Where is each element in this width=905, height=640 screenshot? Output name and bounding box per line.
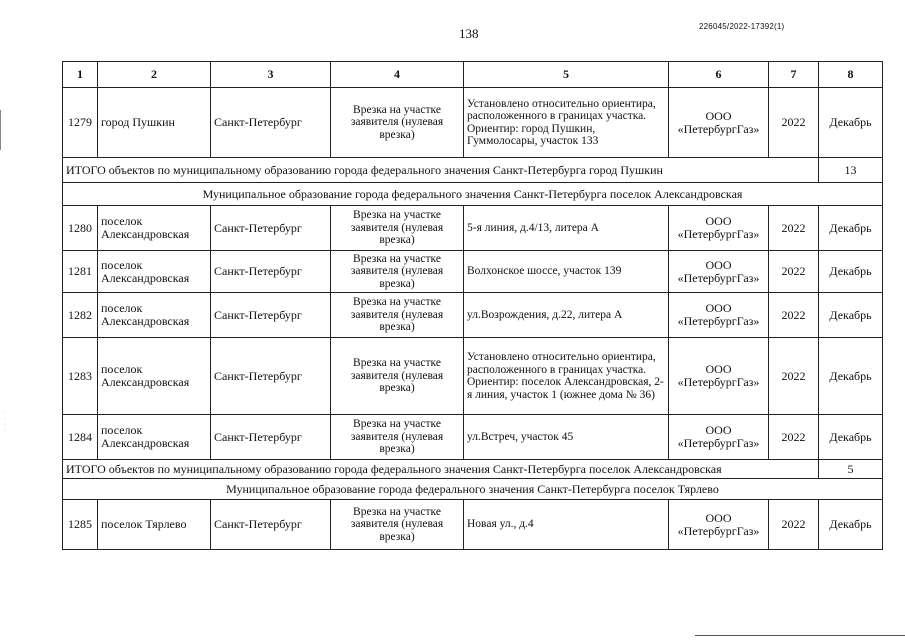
document-reference: 226045/2022-17392(1) (699, 22, 785, 31)
margin-dots: · · · · (4, 410, 6, 434)
month-cell: Декабрь (819, 206, 883, 251)
row-number-cell: 1283 (63, 338, 98, 415)
settlement-cell: поселок Тярлево (98, 500, 211, 550)
total-count-cell: 5 (819, 460, 883, 479)
header-cell: 5 (464, 62, 669, 88)
header-cell: 8 (819, 62, 883, 88)
settlement-cell: поселок Александровская (98, 206, 211, 251)
settlement-cell: поселок Александровская (98, 415, 211, 460)
row-number-cell: 1280 (63, 206, 98, 251)
city-cell: Санкт-Петербург (211, 251, 331, 293)
organization-cell: ООО «ПетербургГаз» (669, 251, 769, 293)
organization-cell: ООО «ПетербургГаз» (669, 88, 769, 158)
year-cell: 2022 (769, 415, 819, 460)
work-type-cell: Врезка на участке заявителя (нулевая врезка) (331, 338, 464, 415)
header-cell: 7 (769, 62, 819, 88)
margin-mark (0, 110, 3, 150)
row-number-cell: 1285 (63, 500, 98, 550)
work-type-cell: Врезка на участке заявителя (нулевая врезка) (331, 500, 464, 550)
work-type-cell: Врезка на участке заявителя (нулевая врезка) (331, 251, 464, 293)
organization-cell: ООО «ПетербургГаз» (669, 338, 769, 415)
header-row (63, 62, 883, 88)
organization-cell: ООО «ПетербургГаз» (669, 415, 769, 460)
row-number-cell: 1281 (63, 251, 98, 293)
address-cell: ул.Возрождения, д.22, литера А (464, 293, 669, 338)
settlement-cell: поселок Александровская (98, 251, 211, 293)
section-row (63, 183, 883, 206)
organization-cell: ООО «ПетербургГаз» (669, 206, 769, 251)
total-count-cell: 13 (819, 158, 883, 183)
row-number-cell: 1282 (63, 293, 98, 338)
year-cell: 2022 (769, 88, 819, 158)
month-cell: Декабрь (819, 500, 883, 550)
month-cell: Декабрь (819, 415, 883, 460)
total-row (63, 158, 883, 183)
address-cell: ул.Встреч, участок 45 (464, 415, 669, 460)
section-title-cell: Муниципальное образование города федерального значения Санкт-Петербурга поселок Тярлево (63, 479, 883, 500)
settlement-cell: город Пушкин (98, 88, 211, 158)
month-cell: Декабрь (819, 88, 883, 158)
year-cell: 2022 (769, 338, 819, 415)
table-row (63, 206, 883, 251)
header-cell: 4 (331, 62, 464, 88)
section-row (63, 479, 883, 500)
header-cell: 1 (63, 62, 98, 88)
section-title-cell: Муниципальное образование города федерального значения Санкт-Петербурга поселок Александровская (63, 183, 883, 206)
address-cell: Волхонское шоссе, участок 139 (464, 251, 669, 293)
organization-cell: ООО «ПетербургГаз» (669, 293, 769, 338)
work-type-cell: Врезка на участке заявителя (нулевая врезка) (331, 293, 464, 338)
table-row (63, 293, 883, 338)
settlement-cell: поселок Александровская (98, 338, 211, 415)
year-cell: 2022 (769, 500, 819, 550)
city-cell: Санкт-Петербург (211, 415, 331, 460)
year-cell: 2022 (769, 251, 819, 293)
table-row (63, 500, 883, 550)
table-row (63, 88, 883, 158)
year-cell: 2022 (769, 293, 819, 338)
organization-cell: ООО «ПетербургГаз» (669, 500, 769, 550)
header-cell: 2 (98, 62, 211, 88)
year-cell: 2022 (769, 206, 819, 251)
month-cell: Декабрь (819, 338, 883, 415)
total-label-cell: ИТОГО объектов по муниципальному образованию города федерального значения Санкт-Петербурга город Пушкин (63, 158, 819, 183)
address-cell: Установлено относительно ориентира, расположенного в границах участка. Ориентир: город Пушкин, Гуммолосары, участок 133 (464, 88, 669, 158)
month-cell: Декабрь (819, 251, 883, 293)
city-cell: Санкт-Петербург (211, 500, 331, 550)
city-cell: Санкт-Петербург (211, 206, 331, 251)
work-type-cell: Врезка на участке заявителя (нулевая врезка) (331, 415, 464, 460)
row-number-cell: 1279 (63, 88, 98, 158)
address-cell: Установлено относительно ориентира, расположенного в границах участка. Ориентир: поселок Александровская, 2-я линия, участок 1 (южнее дома № 36) (464, 338, 669, 415)
work-type-cell: Врезка на участке заявителя (нулевая врезка) (331, 88, 464, 158)
total-row (63, 460, 883, 479)
settlement-cell: поселок Александровская (98, 293, 211, 338)
month-cell: Декабрь (819, 293, 883, 338)
page-number: 138 (459, 26, 479, 41)
header-cell: 3 (211, 62, 331, 88)
address-cell: 5-я линия, д.4/13, литера А (464, 206, 669, 251)
work-type-cell: Врезка на участке заявителя (нулевая врезка) (331, 206, 464, 251)
row-number-cell: 1284 (63, 415, 98, 460)
register-table (62, 61, 883, 550)
table-row (63, 338, 883, 415)
bottom-rule (695, 635, 905, 636)
header-cell: 6 (669, 62, 769, 88)
city-cell: Санкт-Петербург (211, 293, 331, 338)
table-row (63, 251, 883, 293)
city-cell: Санкт-Петербург (211, 338, 331, 415)
city-cell: Санкт-Петербург (211, 88, 331, 158)
total-label-cell: ИТОГО объектов по муниципальному образованию города федерального значения Санкт-Петербурга поселок Александровская (63, 460, 819, 479)
table-row (63, 415, 883, 460)
address-cell: Новая ул., д.4 (464, 500, 669, 550)
